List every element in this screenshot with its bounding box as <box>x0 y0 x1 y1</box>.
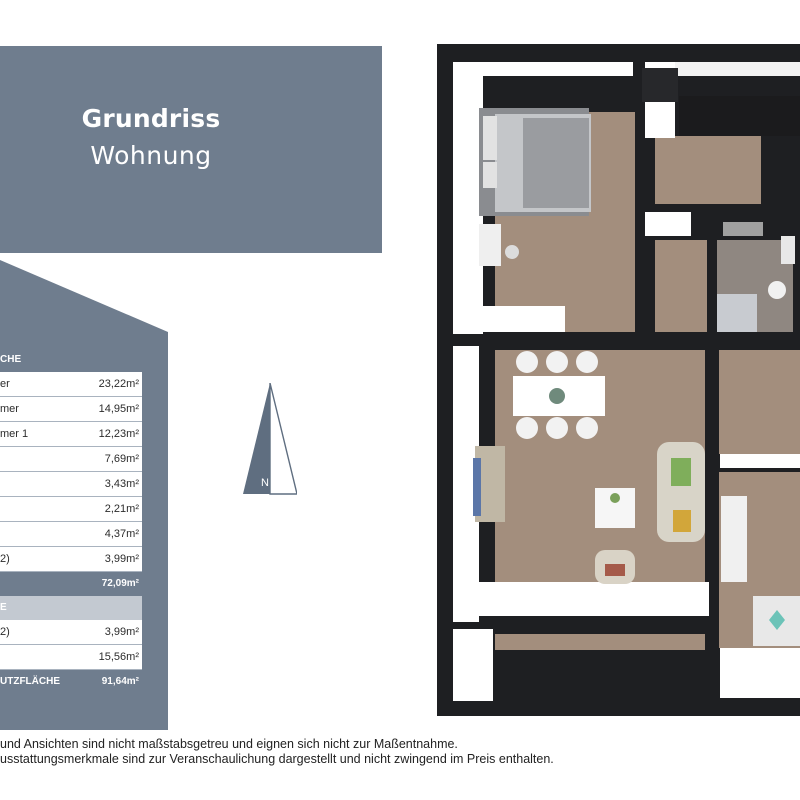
row-value: 2,21m² <box>104 503 139 515</box>
header-box <box>0 46 382 253</box>
row-value: 4,37m² <box>104 528 139 540</box>
row-value: 3,99m² <box>104 553 139 565</box>
north-arrow-icon <box>243 383 297 495</box>
row-value: 12,23m² <box>98 428 139 440</box>
table-row <box>0 372 142 397</box>
compass-letter: N <box>261 477 269 489</box>
table-section-heading <box>0 348 142 372</box>
row-value: 14,95m² <box>98 403 139 415</box>
page-title: Grundriss <box>81 104 221 133</box>
table-total-row <box>0 670 142 694</box>
row-label: mer <box>0 403 19 415</box>
row-value: 3,99m² <box>104 626 139 638</box>
table-row <box>0 547 142 572</box>
row-value: 15,56m² <box>98 651 139 663</box>
row-label: 2) <box>0 626 10 638</box>
table-row <box>0 522 142 547</box>
floor-plan <box>437 44 800 716</box>
total-value: 91,64m² <box>101 676 139 687</box>
row-value: 3,43m² <box>104 478 139 490</box>
table-row <box>0 645 142 670</box>
subtotal-value: 72,09m² <box>101 578 139 589</box>
disclaimer-line-1: und Ansichten sind nicht maßstabsgetreu und eignen sich nicht zur Maßentnahme. <box>0 737 458 751</box>
disclaimer <box>0 737 554 767</box>
table-row <box>0 497 142 522</box>
row-label: mer 1 <box>0 428 29 440</box>
table-row <box>0 397 142 422</box>
row-value: 7,69m² <box>104 453 139 465</box>
table-subtotal-row <box>0 572 142 596</box>
area-table <box>0 348 142 694</box>
page-subtitle: Wohnung <box>90 141 212 170</box>
table-row <box>0 620 142 645</box>
row-value: 23,22m² <box>98 378 139 390</box>
table-section-heading-2 <box>0 596 142 620</box>
table-row <box>0 422 142 447</box>
table-row <box>0 472 142 497</box>
section-heading-text: CHE <box>0 354 22 365</box>
row-label: 2) <box>0 553 10 565</box>
table-row <box>0 447 142 472</box>
total-label: UTZFLÄCHE <box>0 676 60 687</box>
row-label: er <box>0 378 10 390</box>
disclaimer-line-2: usstattungsmerkmale sind zur Veranschaulichung dargestellt und nicht zwingend im Preis enthalten. <box>0 752 554 766</box>
section-heading-text: E <box>0 602 7 613</box>
